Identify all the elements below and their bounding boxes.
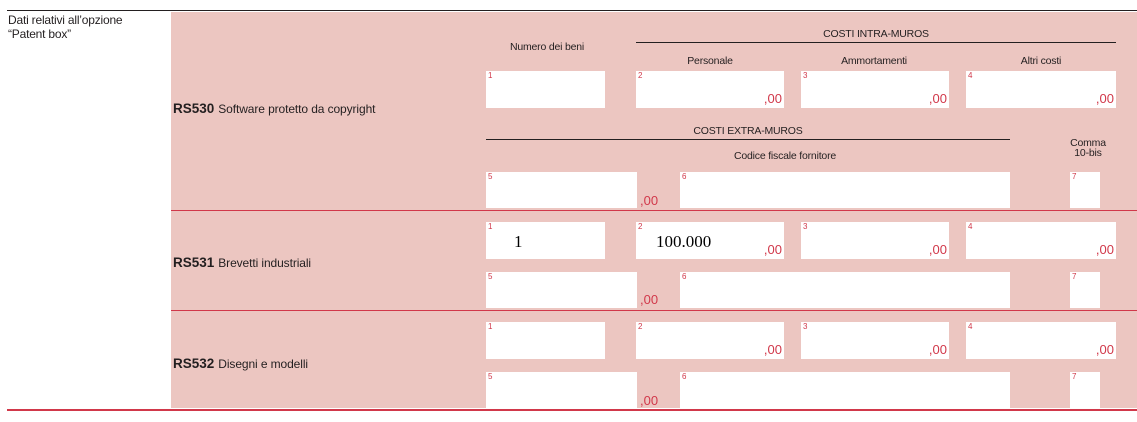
field-number: 4 [968, 71, 973, 80]
rs530-field-7[interactable] [1070, 172, 1100, 208]
rs530-field-3[interactable] [801, 71, 949, 108]
rs532-field-5[interactable] [486, 372, 637, 408]
row-separator [171, 310, 1137, 311]
rs531-field-4[interactable] [966, 222, 1116, 259]
field-number: 6 [682, 172, 687, 181]
rs530-field-4[interactable] [966, 71, 1116, 108]
field-value: 100.000 [656, 232, 712, 251]
field-number: 2 [638, 222, 643, 231]
field-number: 2 [638, 71, 643, 80]
field-number: 2 [638, 322, 643, 331]
rs531-field-6[interactable] [680, 272, 1010, 308]
cents-suffix: ,00 [1095, 242, 1114, 257]
row-description: Software protetto da copyright [218, 102, 376, 116]
field-number: 1 [488, 71, 493, 80]
field-number: 3 [803, 222, 808, 231]
rs532-field-1[interactable] [486, 322, 605, 359]
field-number: 6 [682, 372, 687, 381]
top-rule [7, 10, 1137, 11]
header-personale: Personale [687, 55, 733, 67]
field-number: 4 [968, 322, 973, 331]
header-codice-fiscale: Codice fiscale fornitore [734, 150, 836, 162]
rs531-field-1[interactable] [486, 222, 605, 259]
cents-suffix: ,00 [763, 342, 782, 357]
field-number: 1 [488, 322, 493, 331]
field-number: 7 [1072, 372, 1077, 381]
rs532-field-2[interactable] [636, 322, 784, 359]
field-number: 4 [968, 222, 973, 231]
rs531-field-3[interactable] [801, 222, 949, 259]
rs532-field-6[interactable] [680, 372, 1010, 408]
cents-suffix: ,00 [763, 242, 782, 257]
rs530-field-1[interactable] [486, 71, 605, 108]
field-number: 7 [1072, 272, 1077, 281]
rs531-field-2[interactable] [636, 222, 784, 259]
row-code: RS530 [173, 101, 215, 116]
row-rs532-label [173, 356, 308, 371]
field-number: 3 [803, 322, 808, 331]
field-value: 1 [514, 232, 523, 251]
rs532-field-7[interactable] [1070, 372, 1100, 408]
rs532-field-5-cents: ,00 [640, 393, 659, 408]
rs531-field-5-cents: ,00 [640, 292, 659, 307]
rs531-field-5[interactable] [486, 272, 637, 308]
field-number: 6 [682, 272, 687, 281]
row-description: Brevetti industriali [218, 256, 311, 270]
header-altri-costi: Altri costi [1020, 55, 1062, 67]
cents-suffix: ,00 [928, 342, 947, 357]
rs530-field-5-cents: ,00 [640, 193, 659, 208]
field-number: 5 [488, 372, 493, 381]
field-number: 5 [488, 272, 493, 281]
cents-suffix: ,00 [1095, 91, 1114, 106]
row-code: RS531 [173, 255, 215, 270]
row-rs531-label [173, 255, 311, 270]
field-number: 1 [488, 222, 493, 231]
rs532-field-4[interactable] [966, 322, 1116, 359]
section-title: Dati relativi all’opzione “Patent box” [8, 13, 123, 41]
header-extra-rule [486, 139, 1010, 140]
cents-suffix: ,00 [928, 242, 947, 257]
cents-suffix: ,00 [763, 91, 782, 106]
rs531-field-7[interactable] [1070, 272, 1100, 308]
row-description: Disegni e modelli [218, 357, 308, 371]
bottom-rule [7, 409, 1137, 411]
header-ammortamenti: Ammortamenti [841, 55, 907, 67]
field-number: 3 [803, 71, 808, 80]
header-comma-10bis: Comma 10-bis [1070, 137, 1106, 159]
rs530-field-5[interactable] [486, 172, 637, 208]
row-rs530-label [173, 101, 375, 116]
rs530-field-6[interactable] [680, 172, 1010, 208]
row-separator [171, 210, 1137, 211]
field-number: 5 [488, 172, 493, 181]
cents-suffix: ,00 [1095, 342, 1114, 357]
header-costi-extra: COSTI EXTRA-MUROS [693, 125, 803, 137]
header-numero-beni: Numero dei beni [509, 41, 585, 53]
row-code: RS532 [173, 356, 215, 371]
rs530-field-2[interactable] [636, 71, 784, 108]
header-costi-intra: COSTI INTRA-MUROS [823, 28, 929, 40]
header-intra-rule [636, 42, 1116, 43]
rs532-field-3[interactable] [801, 322, 949, 359]
cents-suffix: ,00 [928, 91, 947, 106]
field-number: 7 [1072, 172, 1077, 181]
